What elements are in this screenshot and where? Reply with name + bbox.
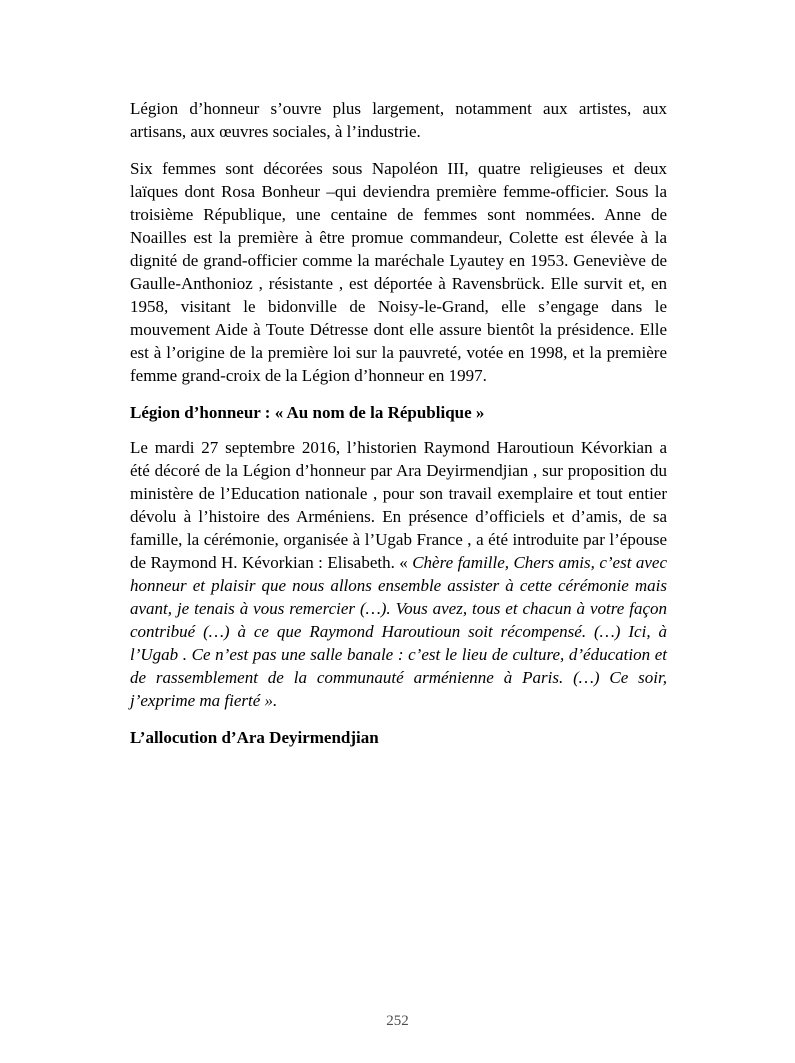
document-content — [130, 97, 667, 761]
heading-au-nom-de-la-republique: Légion d’honneur : « Au nom de la République » — [130, 403, 485, 422]
page-footer — [0, 1011, 795, 1031]
paragraph-ceremonie — [130, 436, 667, 712]
paragraph-femmes-decorees: Six femmes sont décorées sous Napoléon III, quatre religieuses et deux laïques dont Rosa Bonheur –qui deviendra première femme-officier. Sous la troisième République, une centaine de femmes sont nommées. Anne de Noailles est la première à être promue commandeur, Colette est élevée à la dignité de grand-officier comme la maréchale Lyautey en 1953. Geneviève de Gaulle-Anthonioz , résistante , est déportée à Ravensbrück. Elle survit et, en 1958, visitant le bidonville de Noisy-le-Grand, elle s’engage dans le mouvement Aide à Toute Détresse dont elle assure bientôt la présidence. Elle est à l’origine de la première loi sur la pauvreté, votée en 1998, et la première femme grand-croix de la Légion d’honneur en 1997. — [130, 159, 667, 385]
page-number: 252 — [386, 1013, 409, 1029]
paragraph-ceremonie-regular-text: Le mardi 27 septembre 2016, l’historien Raymond Haroutioun Kévorkian a été décoré de la Légion d’honneur par Ara Deyirmendjian , sur proposition du ministère de l’Education nationale , pour son travail exemplaire et tout entier dévolu à l’histoire des Arméniens. En présence d’officiels et d’amis, de sa famille, la cérémonie, organisée à l’Ugab France , a été introduite par l’épouse de Raymond H. Kévorkian : Elisabeth. « — [130, 438, 667, 572]
heading-allocution-ara-deyirmendjian: L’allocution d’Ara Deyirmendjian — [130, 728, 379, 747]
paragraph-intro: Légion d’honneur s’ouvre plus largement, notamment aux artistes, aux artisans, aux œuvres sociales, à l’industrie. — [130, 99, 667, 141]
paragraph-ceremonie-quote-text: Chère famille, Chers amis, c’est avec honneur et plaisir que nous allons ensemble assister à cette cérémonie mais avant, je tenais à vous remercier (…). Vous avez, tous et chacun à votre façon contribué (…) à ce que Raymond Haroutioun soit récompensé. (…) Ici, à l’Ugab . Ce n’est pas une salle banale : c’est le lieu de culture, d’éducation et de rassemblement de la communauté arménienne à Paris. (…) Ce soir, j’exprime ma fierté ». — [130, 553, 667, 710]
